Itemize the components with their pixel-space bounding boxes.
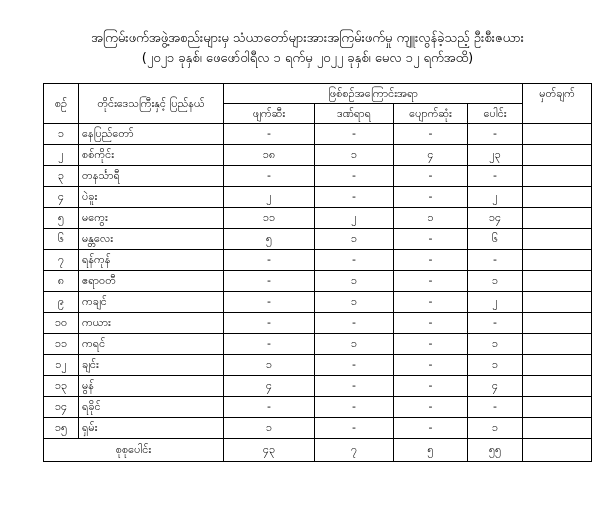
row-total: -	[468, 397, 523, 418]
row-region-name: ရခိုင်	[79, 397, 224, 418]
row-remark	[523, 187, 592, 208]
row-missing: -	[394, 229, 468, 250]
row-destroyed: -	[224, 124, 315, 145]
row-injured: -	[315, 355, 394, 376]
row-missing: -	[394, 187, 468, 208]
row-total: ၄	[468, 376, 523, 397]
row-total: ၂	[468, 292, 523, 313]
row-total: -	[468, 250, 523, 271]
total-injured: ၇	[315, 439, 394, 462]
row-region-name: ရန်ကုန်	[79, 250, 224, 271]
row-missing: -	[394, 292, 468, 313]
header-col-total: ပေါင်း	[468, 104, 523, 124]
row-missing: -	[394, 313, 468, 334]
row-remark	[523, 355, 592, 376]
table-row	[44, 376, 592, 397]
header-no: စဉ်	[44, 84, 79, 124]
table-title: အကြမ်းဖက်အဖွဲ့အစည်းများမှ သံယာတော်များအားအကြမ်းဖက်မှု ကျူးလွန်ခဲ့သည့် ဦးစီးဇယား	[91, 31, 524, 46]
header-col-injured: ဒဏ်ရာရ	[315, 104, 394, 124]
row-no: ၁၅	[44, 418, 79, 439]
row-destroyed: -	[224, 292, 315, 313]
header-remark: မှတ်ချက်	[523, 84, 592, 124]
table-row	[44, 124, 592, 145]
table-body	[44, 124, 592, 439]
row-destroyed: ၅	[224, 229, 315, 250]
row-injured: -	[315, 250, 394, 271]
row-total: -	[468, 124, 523, 145]
row-remark	[523, 292, 592, 313]
row-remark	[523, 250, 592, 271]
row-destroyed: ၁	[224, 418, 315, 439]
row-remark	[523, 229, 592, 250]
row-injured: -	[315, 313, 394, 334]
row-total: ၁	[468, 271, 523, 292]
table-row	[44, 292, 592, 313]
row-total: ၁	[468, 334, 523, 355]
row-no: ၁၂	[44, 355, 79, 376]
row-no: ၁၁	[44, 334, 79, 355]
row-remark	[523, 271, 592, 292]
row-remark	[523, 418, 592, 439]
row-no: ၂	[44, 145, 79, 166]
row-destroyed: -	[224, 271, 315, 292]
row-region-name: ကယား	[79, 313, 224, 334]
total-destroyed: ၄၃	[224, 439, 315, 462]
row-destroyed: ၁	[224, 355, 315, 376]
row-no: ၁၀	[44, 313, 79, 334]
row-destroyed: -	[224, 166, 315, 187]
row-injured: ၁	[315, 271, 394, 292]
row-destroyed: -	[224, 313, 315, 334]
row-total: -	[468, 313, 523, 334]
row-missing: -	[394, 376, 468, 397]
row-no: ၈	[44, 271, 79, 292]
table-row	[44, 145, 592, 166]
row-missing: -	[394, 124, 468, 145]
row-injured: ၁	[315, 229, 394, 250]
row-region-name: စစ်ကိုင်း	[79, 145, 224, 166]
table-row	[44, 418, 592, 439]
row-missing: -	[394, 250, 468, 271]
row-region-name: ချင်း	[79, 355, 224, 376]
row-region-name: မကွေး	[79, 208, 224, 229]
row-injured: ၂	[315, 208, 394, 229]
row-missing: -	[394, 397, 468, 418]
row-injured: -	[315, 166, 394, 187]
row-missing: ၄	[394, 145, 468, 166]
row-destroyed: ၂	[224, 187, 315, 208]
table-row	[44, 334, 592, 355]
row-region-name: ရှမ်း	[79, 418, 224, 439]
row-injured: -	[315, 418, 394, 439]
row-region-name: ပဲခူး	[79, 187, 224, 208]
row-region-name: တနင်္သာရီ	[79, 166, 224, 187]
row-region-name: နေပြည်တော်	[79, 124, 224, 145]
row-remark	[523, 124, 592, 145]
row-total: ၁၄	[468, 208, 523, 229]
row-remark	[523, 397, 592, 418]
total-missing: ၅	[394, 439, 468, 462]
row-region-name: မွန်	[79, 376, 224, 397]
total-sum: ၅၅	[468, 439, 523, 462]
table-row	[44, 229, 592, 250]
row-injured: -	[315, 187, 394, 208]
row-total: ၂	[468, 187, 523, 208]
row-missing: -	[394, 271, 468, 292]
row-remark	[523, 145, 592, 166]
row-injured: -	[315, 376, 394, 397]
row-missing: -	[394, 355, 468, 376]
row-region-name: ဧရာဝတီ	[79, 271, 224, 292]
row-total: ၂၃	[468, 145, 523, 166]
row-region-name: ကချင်	[79, 292, 224, 313]
row-injured: ၁	[315, 334, 394, 355]
row-destroyed: -	[224, 334, 315, 355]
row-missing: -	[394, 166, 468, 187]
table-subtitle-period: (၂၀၂၁ ခုနှစ်၊ ဖေဖော်ဝါရီလ ၁ ရက်မှ ၂၀၂၂ ခုနှစ်၊ မေလ ၁၂ ရက်အထိ)	[141, 51, 474, 66]
row-remark	[523, 166, 592, 187]
row-no: ၉	[44, 292, 79, 313]
table-row	[44, 187, 592, 208]
table-row	[44, 208, 592, 229]
table-row	[44, 271, 592, 292]
row-total: ၁	[468, 355, 523, 376]
row-injured: -	[315, 397, 394, 418]
row-injured: -	[315, 124, 394, 145]
row-injured: ၁	[315, 145, 394, 166]
incident-table	[43, 83, 592, 462]
row-no: ၅	[44, 208, 79, 229]
row-remark	[523, 334, 592, 355]
row-total: -	[468, 166, 523, 187]
row-destroyed: -	[224, 397, 315, 418]
row-destroyed: ၄	[224, 376, 315, 397]
row-remark	[523, 376, 592, 397]
row-remark	[523, 208, 592, 229]
table-row	[44, 355, 592, 376]
row-no: ၆	[44, 229, 79, 250]
row-no: ၃	[44, 166, 79, 187]
row-total: ၆	[468, 229, 523, 250]
row-remark	[523, 313, 592, 334]
row-destroyed: ၁၁	[224, 208, 315, 229]
row-missing: -	[394, 418, 468, 439]
row-region-name: ကရင်	[79, 334, 224, 355]
row-no: ၁၃	[44, 376, 79, 397]
table-row	[44, 397, 592, 418]
header-col-destroyed: ဖျက်ဆီး	[224, 104, 315, 124]
row-no: ၄	[44, 187, 79, 208]
row-no: ၁	[44, 124, 79, 145]
row-missing: -	[394, 334, 468, 355]
row-destroyed: -	[224, 250, 315, 271]
total-row	[44, 439, 592, 462]
row-injured: ၁	[315, 292, 394, 313]
total-remark	[523, 439, 592, 462]
row-region-name: မန္တလေး	[79, 229, 224, 250]
total-label: စုစုပေါင်း	[44, 439, 224, 462]
header-col-missing: ပျောက်ဆုံး	[394, 104, 468, 124]
table-row	[44, 313, 592, 334]
row-no: ၇	[44, 250, 79, 271]
row-missing: ၁	[394, 208, 468, 229]
table-row	[44, 250, 592, 271]
row-total: ၁	[468, 418, 523, 439]
row-no: ၁၄	[44, 397, 79, 418]
header-incident-group: ဖြစ်စဉ်အကြောင်းအရာ	[224, 84, 523, 104]
row-destroyed: ၁၈	[224, 145, 315, 166]
header-region: တိုင်းဒေသကြီးနှင့် ပြည်နယ်	[79, 84, 224, 124]
table-row	[44, 166, 592, 187]
